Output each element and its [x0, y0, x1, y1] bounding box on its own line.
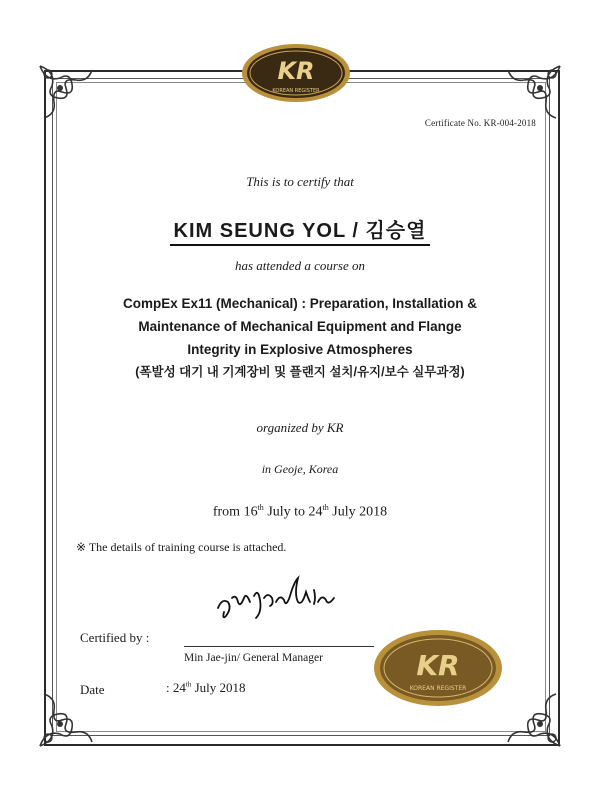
period-start-sup: th — [257, 503, 264, 512]
signature-line — [184, 646, 374, 647]
signature — [210, 568, 340, 622]
signer-name: Min Jae-jin/ General Manager — [184, 652, 323, 664]
corner-ornament-icon — [36, 62, 96, 122]
kr-seal — [372, 628, 504, 708]
logo-text: KR — [277, 57, 315, 85]
course-line: CompEx Ex11 (Mechanical) : Preparation, Installation & — [122, 296, 478, 311]
seal-subtext: KOREAN REGISTER — [409, 685, 467, 692]
certify-text: This is to certify that — [246, 174, 354, 189]
corner-ornament-icon — [36, 690, 96, 750]
corner-ornament-icon — [504, 62, 564, 122]
logo-subtext: KOREAN REGISTER — [272, 88, 320, 94]
date-label: Date — [80, 682, 105, 697]
course-line: Maintenance of Mechanical Equipment and Flange — [138, 319, 462, 334]
course-period — [56, 503, 544, 521]
date-sup: th — [185, 680, 192, 689]
period-start-day: 16 — [243, 504, 258, 520]
period-end-sup: th — [322, 503, 329, 512]
period-from: from — [212, 504, 241, 520]
course-title — [56, 292, 544, 384]
location-text: in Geoje, Korea — [261, 462, 339, 476]
recipient-name — [56, 214, 544, 243]
organized-text: organized by KR — [256, 420, 344, 435]
certificate-number: Certificate No. KR-004-2018 — [424, 118, 536, 128]
attended-text: has attended a course on — [235, 258, 365, 273]
course-line: Integrity in Explosive Atmospheres — [187, 342, 413, 357]
period-start-month: July — [267, 504, 291, 520]
date-rest: July 2018 — [194, 680, 246, 695]
period-to: to — [294, 504, 306, 520]
corner-ornament-icon — [504, 690, 564, 750]
attachment-note: ※ The details of training course is attached. — [76, 540, 287, 554]
seal-text: KR — [416, 649, 460, 682]
kr-logo — [240, 42, 352, 104]
period-end-month: July 2018 — [332, 504, 388, 520]
date-prefix: : — [166, 680, 173, 695]
recipient-name-text: KIM SEUNG YOL / 김승열 — [170, 220, 431, 246]
issue-date — [166, 680, 246, 696]
certified-by-label: Certified by : — [80, 630, 150, 645]
period-end-day: 24 — [308, 504, 323, 520]
course-line-korean: (폭발성 대기 내 기계장비 및 플랜지 설치/유지/보수 실무과정) — [135, 365, 465, 379]
date-day: 24 — [172, 680, 186, 695]
